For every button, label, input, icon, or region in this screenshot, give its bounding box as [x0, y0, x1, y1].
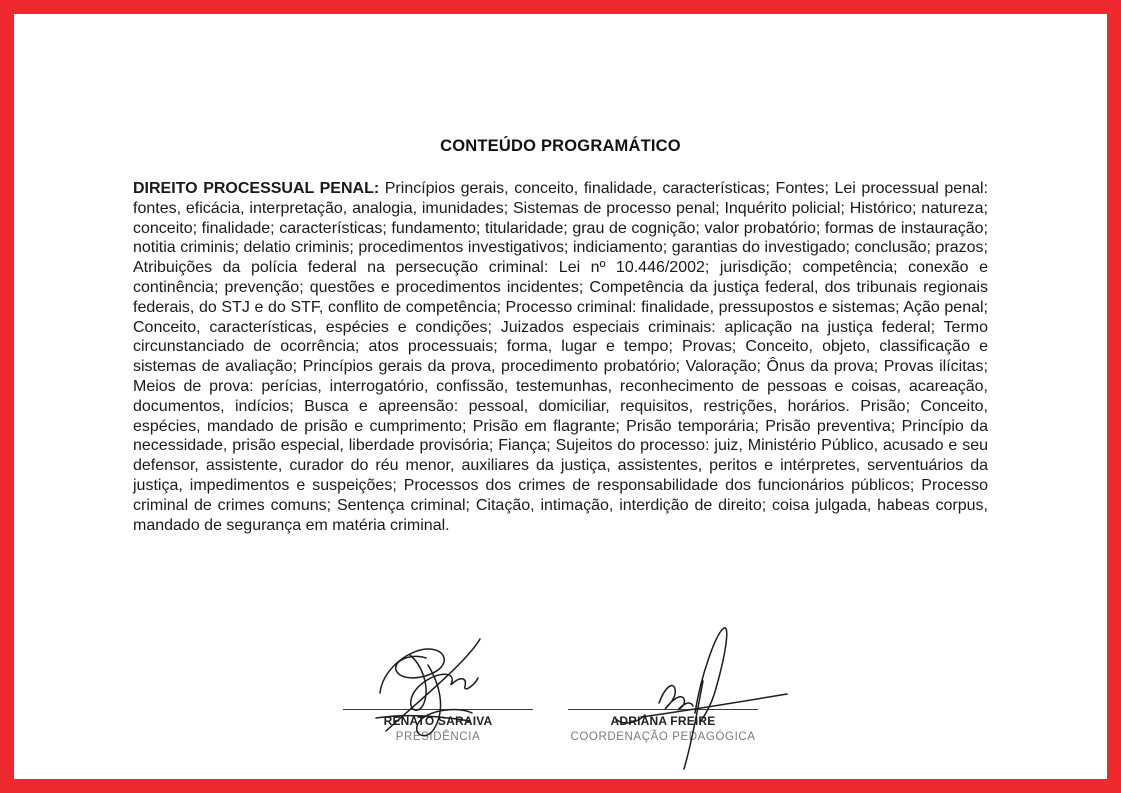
- course-content-paragraph: [133, 179, 988, 535]
- signatory-name: RENATO SARAIVA: [383, 714, 493, 728]
- subject-body-text: Princípios gerais, conceito, finalidade, características; Fontes; Lei processual penal: fontes, eficácia, interpretação, analogia, imunidades; Sistemas de processo penal; Inquérito policial; Histórico; natureza; conceito; finalidade; características; fundamento; titularidade; grau de cognição; valor probatório; formas de instauração; notitia criminis; delatio criminis; procedimentos investigativos; indiciamento; garantias do investigado; conclusão; prazos; Atribuições da polícia federal na persecução criminal: Lei nº 10.446/2002; jurisdição; competência; conexão e continência; prevenção; questões e procedimentos incidentes; Competência da justiça federal, dos tribunais regionais federais, do STJ e do STF, conflito de competência; Processo criminal: finalidade, pressupostos e sistemas; Ação penal; Conceito, características, espécies e condições; Juizados especiais criminais: aplicação na justiça federal; Termo circunstanciado de ocorrência; atos processuais; forma, lugar e tempo; Provas; Conceito, objeto, classificação e sistemas de avaliação; Princípios gerais da prova, procedimento probatório; Valoração; Ônus da prova; Provas ilícitas; Meios de prova: perícias, interrogatório, confissão, testemunhas, reconhecimento de pessoas e coisas, acareação, documentos, indícios; Busca e apreensão: pessoal, domiciliar, requisitos, restrições, horários. Prisão; Conceito, espécies, mandado de prisão e cumprimento; Prisão em flagrante; Prisão temporária; Prisão preventiva; Princípio da necessidade, prisão especial, liberdade provisória; Fiança; Sujeitos do processo: juiz, Ministério Público, acusado e seu defensor, assistente, curador do réu menor, auxiliares da justiça, assistentes, peritos e intérpretes, serventuários da justiça, impedimentos e suspeições; Processos dos crimes de responsabilidade dos funcionários públicos; Processo criminal de crimes comuns; Sentença criminal; Citação, intimação, interdição de direito; coisa julgada, habeas corpus, mandado de segurança em matéria criminal.: [133, 180, 988, 534]
- signature-block-coordenacao: [568, 709, 758, 743]
- signature-line: [568, 709, 758, 710]
- subject-heading: DIREITO PROCESSUAL PENAL:: [133, 180, 380, 197]
- handwritten-signature-icon: [348, 633, 528, 763]
- signature-line: [343, 709, 533, 710]
- signatory-role: COORDENAÇÃO PEDAGÓGICA: [570, 731, 756, 743]
- signatory-role: PRESIDÊNCIA: [395, 731, 481, 743]
- handwritten-signature-icon: [583, 623, 813, 773]
- page-title: CONTEÚDO PROGRAMÁTICO: [440, 137, 681, 155]
- signature-block-presidencia: [343, 709, 533, 743]
- signatory-name: ADRIANA FREIRE: [610, 714, 716, 728]
